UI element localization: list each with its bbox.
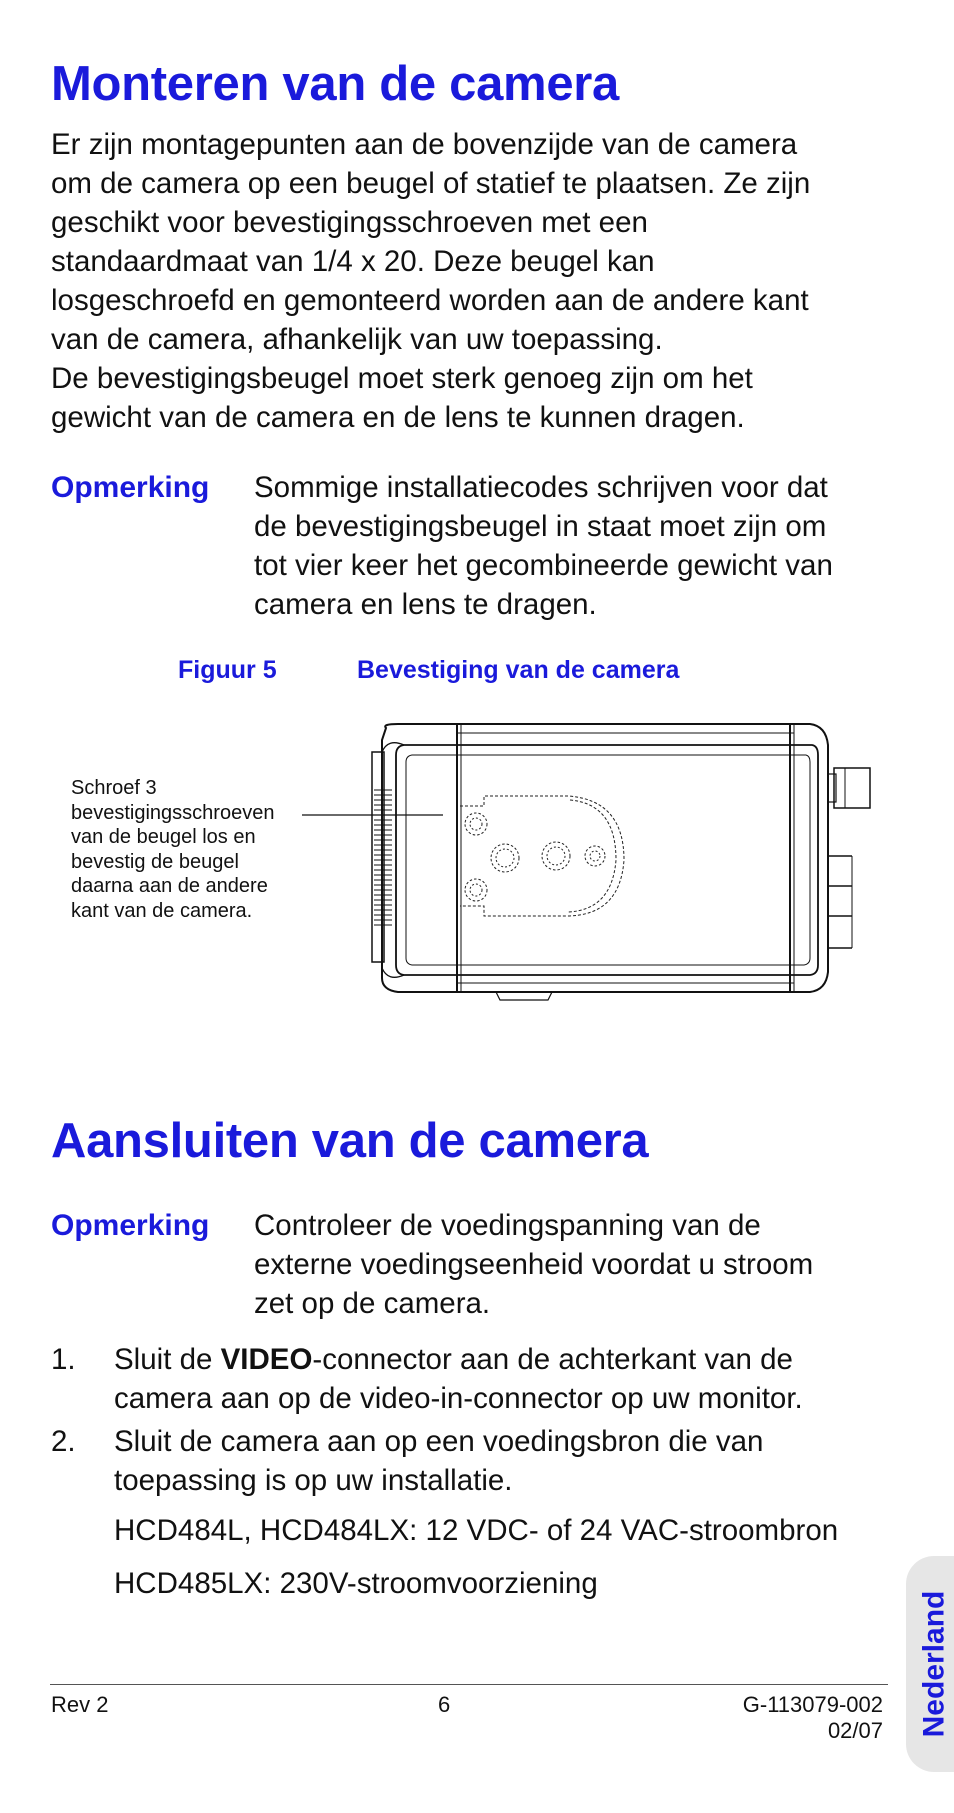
step-text [114,1422,763,1500]
note-line: tot vier keer het gecombineerde gewicht van [254,549,833,582]
language-tab-label: Nederland [917,1590,950,1738]
note-line: zet op de camera. [254,1287,491,1320]
step-number: 1. [51,1343,76,1376]
footer-page-number: 6 [438,1692,451,1717]
note-line: camera en lens te dragen. [254,588,597,621]
paragraph-line: losgeschroefd en gemonteerd worden aan de andere kant [51,284,809,317]
paragraph-line: De bevestigingsbeugel moet sterk genoeg zijn om het [51,362,753,395]
paragraph-line: standaardmaat van 1/4 x 20. Deze beugel kan [51,245,655,278]
callout-line: daarna aan de andere [71,875,268,897]
step-text [114,1340,803,1418]
note-line: de bevestigingsbeugel in staat moet zijn om [254,510,827,543]
footer-doc-number: G-113079-002 [742,1692,883,1717]
note-line: Sommige installatiecodes schrijven voor dat [254,471,828,504]
callout-line: bevestig de beugel [71,850,239,873]
figure-title: Bevestiging van de camera [357,656,680,684]
step-line: Sluit de camera aan op een voedingsbron die van [114,1425,764,1458]
paragraph-line: Er zijn montagepunten aan de bovenzijde van de camera [51,128,798,161]
step-line [114,1340,803,1379]
spec-line: HCD485LX: 230V-stroomvoorziening [114,1567,598,1600]
step-line: toepassing is op uw installatie. [114,1464,513,1497]
step-line: camera aan op de video-in-connector op uw monitor. [114,1382,803,1415]
step-number: 2. [51,1425,76,1458]
callout-line: kant van de camera. [71,899,253,922]
footer-rule [50,1684,888,1685]
step-text-suffix: -connector aan de achterkant van de [312,1343,793,1376]
video-connector-label: VIDEO [220,1343,313,1376]
footer-revision: Rev 2 [51,1692,109,1717]
footer-date: 02/07 [827,1718,883,1743]
paragraph-line: geschikt voor bevestigingsschroeven met een [51,206,648,239]
callout-line: Schroef 3 [71,777,157,799]
note-line: externe voedingseenheid voordat u stroom [254,1248,814,1281]
language-tab [906,1556,954,1772]
section-title-connecting: Aansluiten van de camera [51,1114,649,1168]
callout-line: van de beugel los en [71,826,256,848]
note-text-connecting [254,1206,934,1323]
figure-number: Figuur 5 [178,656,277,684]
paragraph-line: om de camera op een beugel of statief te plaatsen. Ze zijn [51,167,811,200]
section-title-mounting: Monteren van de camera [51,57,620,111]
spec-line: HCD484L, HCD484LX: 12 VDC- of 24 VAC-stroombron [114,1514,839,1547]
paragraph-line: van de camera, afhankelijk van uw toepassing. [51,323,663,356]
note-label-mounting: Opmerking [51,471,210,504]
paragraph-line: gewicht van de camera en de lens te kunnen dragen. [51,401,745,434]
step-text-prefix: Sluit de [114,1343,221,1376]
callout-line: bevestigingsschroeven [71,801,275,824]
note-line: Controleer de voedingspanning van de [254,1209,761,1242]
note-label-connecting: Opmerking [51,1209,210,1242]
